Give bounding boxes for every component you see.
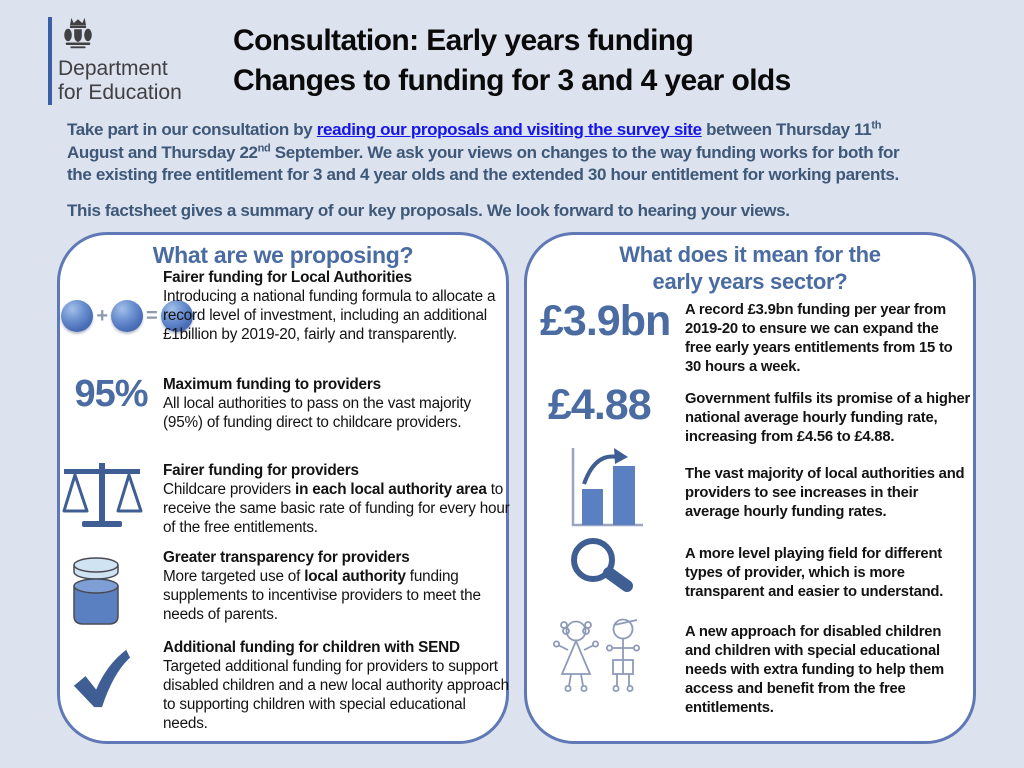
intro-line-1: Take part in our consultation by reading our proposals and visiting the survey site between Thursday 11th <box>67 119 882 139</box>
item-body: More targeted use of local authority funding supplements to incentivise providers to meet the needs of parents. <box>163 568 481 623</box>
title-line-2: Changes to funding for 3 and 4 year olds <box>233 64 791 97</box>
item-body: Introducing a national funding formula to allocate a record level of investment, including an additional £1billion by 2019-20, fairly and transparently. <box>163 288 496 343</box>
stat-95-percent: 95% <box>74 373 148 415</box>
magnifier-icon <box>568 535 644 602</box>
royal-crest-icon <box>59 15 97 58</box>
item-body: Targeted additional funding for providers to support disabled children and a new local authority approach to supporting children with special educational needs. <box>163 658 509 732</box>
item-heading: Greater transparency for providers <box>163 549 410 566</box>
sphere-icon <box>111 300 143 332</box>
right-heading-line-1: What does it mean for the <box>619 242 881 267</box>
ordinal-th: th <box>871 119 882 132</box>
sphere-icon <box>61 300 93 332</box>
stat-3-9bn: £3.9bn <box>540 297 671 345</box>
proposal-item-text <box>163 638 511 733</box>
item-body: Childcare providers in each local authority area to receive the same basic rate of funding for every hour of the free entitlements. <box>163 481 510 536</box>
impact-item-text: A record £3.9bn funding per year from 2019-20 to ensure we can expand the free early years entitlements from 15 to 30 hours a week. <box>685 302 953 375</box>
dfe-logo <box>48 15 198 107</box>
logo-line-1: Department <box>58 57 168 80</box>
item-heading: Additional funding for children with SEND <box>163 639 460 656</box>
impact-item-text: A more level playing field for different types of provider, which is more transparent and easier to understand. <box>685 546 944 600</box>
proposal-item-text <box>163 548 499 624</box>
proposals-panel <box>57 232 509 744</box>
proposal-item-text <box>163 268 499 344</box>
item-heading: Fairer funding for providers <box>163 462 359 479</box>
right-panel-heading <box>527 241 973 295</box>
item-body: All local authorities to pass on the vast majority (95%) of funding direct to childcare providers. <box>163 395 471 431</box>
intro-paragraph-2: This factsheet gives a summary of our key proposals. We look forward to hearing your views. <box>67 200 790 220</box>
item-heading: Fairer funding for Local Authorities <box>163 269 412 286</box>
bar-chart-rising-icon <box>565 446 647 537</box>
right-heading-line-2: early years sector? <box>652 269 848 294</box>
logo-line-2: for Education <box>58 81 182 104</box>
children-icon <box>551 616 651 709</box>
title-line-1: Consultation: Early years funding <box>233 24 694 57</box>
impact-item-text: The vast majority of local authorities and providers to see increases in their average hourly funding rates. <box>685 466 965 520</box>
jar-icon <box>69 555 123 632</box>
scales-icon <box>60 461 144 538</box>
equals-sign: = <box>146 304 158 327</box>
impact-item-text: A new approach for disabled children and children with special educational needs with extra funding to help them access and benefit from the free entitlements. <box>685 624 944 716</box>
proposal-item-text <box>163 461 511 537</box>
intro-paragraphs <box>67 119 977 222</box>
ordinal-nd: nd <box>257 141 271 154</box>
item-heading: Maximum funding to providers <box>163 376 381 393</box>
intro-line-3: the existing free entitlement for 3 and 4 year olds and the extended 30 hour entitlement for working parents. <box>67 165 899 184</box>
sector-impact-panel <box>524 232 976 744</box>
plus-sign: + <box>96 304 108 327</box>
proposal-item-text <box>163 375 509 432</box>
logo-text <box>58 57 182 105</box>
stat-4-88: £4.88 <box>548 381 651 429</box>
left-panel-heading: What are we proposing? <box>152 242 414 268</box>
intro-line-2: August and Thursday 22nd September. We ask your views on changes to the way funding works for both for <box>67 141 900 162</box>
checkmark-icon <box>70 647 132 714</box>
logo-vertical-bar <box>48 17 52 105</box>
impact-item-text: Government fulfils its promise of a higher national average hourly funding rate, increasing from £4.56 to £4.88. <box>685 391 971 445</box>
consultation-link[interactable]: reading our proposals and visiting the survey site <box>316 120 702 139</box>
page-title <box>233 21 791 101</box>
